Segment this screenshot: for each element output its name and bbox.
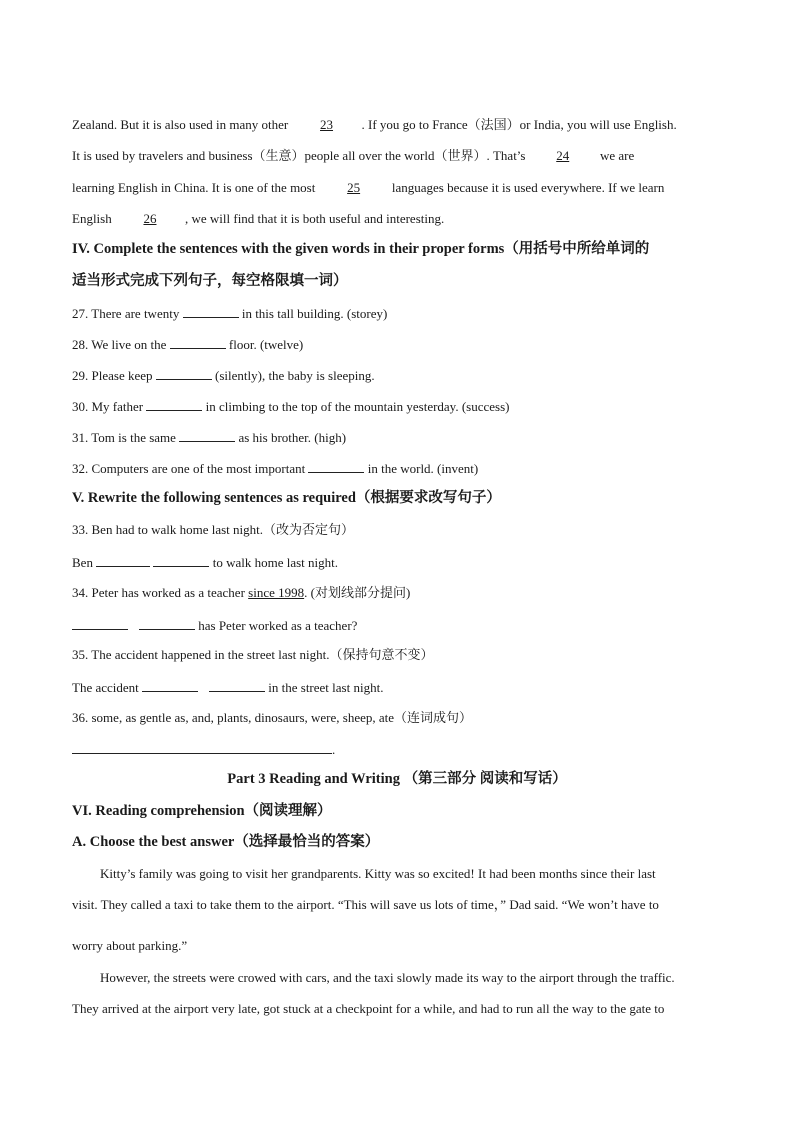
answer-blank[interactable]: [146, 398, 202, 411]
answer-text: to walk home last night.: [209, 555, 338, 570]
blank-23: 23: [320, 117, 334, 132]
section-4-heading-line-2: 适当形式完成下列句子，每空格限填一词）: [72, 273, 348, 289]
part-3-title: Part 3 Reading and Writing （第三部分 阅读和写话）: [227, 771, 567, 787]
answer-text: The accident: [72, 680, 143, 695]
answer-blank[interactable]: [209, 679, 265, 692]
question-36-answer: [72, 741, 335, 758]
question-33: 33. Ben had to walk home last night.（改为否定句）: [72, 522, 355, 537]
reading-paragraph-line: visit. They called a taxi to take them to the airport. “This will save us lots of time，” Dad said. “We won’t have to: [72, 897, 659, 912]
passage-text: learning English in China. It is one of the most: [72, 180, 319, 195]
reading-paragraph-line: However, the streets were crowed with cars, and the taxi slowly made its way to the airport through the traffic.: [100, 970, 675, 985]
answer-text: .: [332, 742, 336, 757]
passage-line-4: [72, 211, 444, 227]
answer-text: has Peter worked as a teacher?: [195, 618, 358, 633]
question-33-answer: [72, 554, 338, 571]
answer-blank[interactable]: [72, 617, 128, 630]
question-36: 36. some, as gentle as, and, plants, dinosaurs, were, sheep, ate（连词成句）: [72, 710, 473, 725]
question-31: [72, 429, 346, 446]
question-text: as his brother. (high): [235, 430, 347, 445]
blank-25: 25: [347, 180, 361, 195]
question-text: 34. Peter has worked as a teacher: [72, 585, 249, 600]
answer-blank[interactable]: [183, 305, 239, 318]
passage-text: languages because it is used everywhere. If we learn: [388, 180, 665, 195]
reading-paragraph-line: They arrived at the airport very late, got stuck at a checkpoint for a while, and had to run all the way to the gate to: [72, 1001, 665, 1016]
question-text: 28. We live on the: [72, 337, 170, 352]
blank-26: 26: [143, 211, 157, 226]
passage-line-2: [72, 148, 634, 164]
question-28: [72, 336, 303, 353]
answer-blank[interactable]: [308, 460, 364, 473]
question-35-answer: [72, 679, 383, 696]
answer-blank[interactable]: [153, 554, 209, 567]
answer-text: Ben: [72, 555, 97, 570]
question-text: in climbing to the top of the mountain yesterday. (success): [202, 399, 510, 414]
question-text: in the world. (invent): [364, 461, 479, 476]
question-34: [72, 585, 410, 601]
reading-paragraph-line: worry about parking.”: [72, 938, 188, 953]
answer-text: in the street last night.: [265, 680, 384, 695]
passage-text: we are: [596, 148, 635, 163]
question-text: floor. (twelve): [225, 337, 304, 352]
passage-line-1: [72, 117, 677, 133]
question-text: 27. There are twenty: [72, 306, 183, 321]
question-27: [72, 305, 387, 322]
answer-blank[interactable]: [179, 429, 235, 442]
passage-text: . If you go to France（法国）or India, you will use English.: [361, 117, 677, 132]
answer-blank[interactable]: [156, 367, 212, 380]
answer-blank[interactable]: [142, 679, 198, 692]
section-6-heading: VI. Reading comprehension（阅读理解）: [72, 803, 332, 819]
question-29: [72, 367, 375, 384]
question-text: 31. Tom is the same: [72, 430, 180, 445]
question-30: [72, 398, 510, 415]
passage-text: It is used by travelers and business（生意）people all over the world（世界）. That’s: [72, 148, 529, 163]
answer-blank[interactable]: [96, 554, 150, 567]
answer-blank[interactable]: [139, 617, 195, 630]
question-text: . (对划线部分提问): [304, 585, 411, 600]
blank-24: 24: [556, 148, 570, 163]
question-34-answer: [72, 617, 357, 634]
question-text: 30. My father: [72, 399, 147, 414]
reading-paragraph-line: Kitty’s family was going to visit her grandparents. Kitty was so excited! It had been months since their last: [100, 866, 656, 881]
answer-blank[interactable]: [170, 336, 226, 349]
question-text: 29. Please keep: [72, 368, 156, 383]
passage-line-3: [72, 180, 664, 196]
subsection-a-heading: A. Choose the best answer（选择最恰当的答案）: [72, 834, 380, 850]
question-35: 35. The accident happened in the street last night.（保持句意不变）: [72, 647, 434, 662]
underlined-phrase: since 1998: [248, 585, 305, 600]
question-text: in this tall building. (storey): [238, 306, 388, 321]
question-32: [72, 460, 478, 477]
question-text: 32. Computers are one of the most important: [72, 461, 309, 476]
section-5-heading: V. Rewrite the following sentences as required（根据要求改写句子）: [72, 490, 501, 506]
passage-text: English: [72, 211, 115, 226]
question-text: (silently), the baby is sleeping.: [211, 368, 375, 383]
section-4-heading-line-1: IV. Complete the sentences with the given words in their proper forms（用括号中所给单词的: [72, 241, 650, 257]
passage-text: , we will find that it is both useful and interesting.: [184, 211, 445, 226]
passage-text: Zealand. But it is also used in many other: [72, 117, 292, 132]
answer-blank[interactable]: [72, 741, 332, 754]
